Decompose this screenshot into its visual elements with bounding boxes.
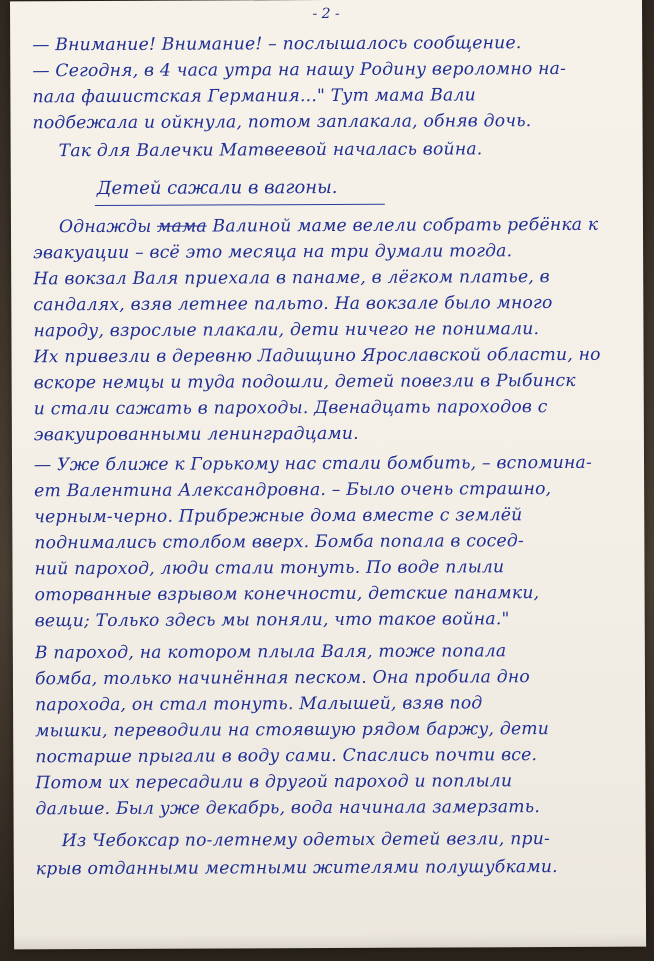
text-line: народу, взрослые плакали, дети ничего не понимали.: [33, 319, 540, 342]
text-line: эвакуированными ленинградцами.: [33, 423, 359, 446]
text-line: ний пароход, люди стали тонуть. По воде плыли: [34, 557, 505, 580]
text-line: На вокзал Валя приехала в панаме, в лёгком платье, в: [33, 267, 550, 290]
text-line: черным-черно. Прибрежные дома вместе с землёй: [34, 505, 523, 528]
text-line: вещи; Только здесь мы поняли, что такое война.": [34, 609, 510, 632]
text-line: — Сегодня, в 4 часа утра на нашу Родину вероломно на-: [32, 58, 567, 82]
handwritten-page: [10, 0, 646, 949]
text-line: поднимались столбом вверх. Бомба попала в сосед-: [34, 531, 525, 554]
text-line: оторванные взрывом конечности, детские панамки,: [34, 583, 540, 606]
text-line: и стали сажать в пароходы. Двенадцать пароходов с: [33, 397, 548, 420]
text-line: Так для Валечки Матвеевой началась война.: [58, 139, 483, 162]
section-heading: Детей сажали в вагоны.: [96, 176, 338, 200]
text-line: эвакуации – всё это месяца на три думали тогда.: [33, 241, 513, 264]
page-bottom-shadow: [14, 933, 646, 950]
text-line: парохода, он стал тонуть. Малышей, взяв под: [35, 693, 483, 716]
text-line: — Уже ближе к Горькому нас стали бомбить, – вспомина-: [33, 452, 593, 476]
text-line: вскоре немцы и туда подошли, детей повезли в Рыбинск: [33, 370, 576, 394]
text-line: сандалях, взяв летнее пальто. На вокзале было много: [33, 293, 553, 316]
text-line: Их привезли в деревню Ладищино Ярославской области, но: [33, 344, 601, 368]
text-line: Однажды мама Валиной маме велели собрать ребёнка к: [58, 214, 599, 238]
text-line: дальше. Был уже декабрь, вода начинала замерзать.: [35, 797, 541, 820]
text-line: мышки, переводили на стоявшую рядом баржу, дети: [35, 719, 550, 742]
struck-word: мама: [156, 216, 207, 237]
text-line: Из Чебоксар по-летнему одетых детей везли, при-: [61, 829, 551, 852]
text-line: крыв отданными местными жителями полушубками.: [35, 856, 558, 880]
text-line: В пароход, на котором плыла Валя, тоже попала: [34, 641, 507, 664]
text-line: ет Валентина Александровна. – Было очень страшно,: [34, 479, 552, 502]
heading-underline: [95, 204, 385, 206]
page-number: - 2 -: [312, 5, 340, 23]
text-line: — Внимание! Внимание! – послышалось сообщение.: [32, 33, 522, 56]
text-line: бомба, только начинённая песком. Она пробила дно: [34, 667, 530, 690]
text-line: постарше прыгали в воду сами. Спаслись почти все.: [35, 745, 538, 768]
text-line: Потом их пересадили в другой пароход и поплыли: [35, 771, 513, 794]
text-line: пала фашистская Германия..." Тут мама Вали: [32, 85, 476, 108]
text-line: подбежала и ойкнула, потом заплакала, обняв дочь.: [32, 111, 532, 134]
